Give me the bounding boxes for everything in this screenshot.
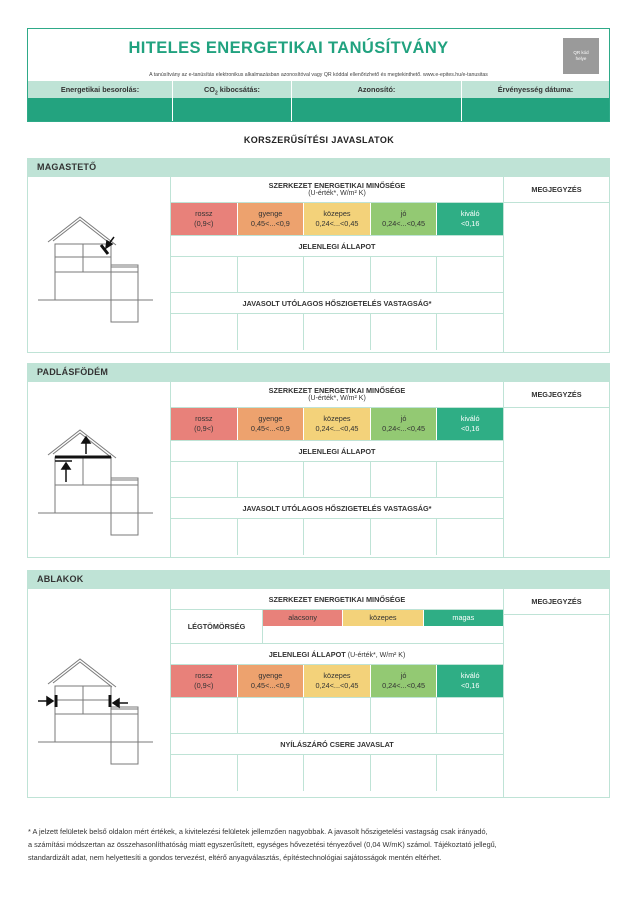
cell: [304, 314, 371, 350]
windows-current-heading: JELENLEGI ÁLLAPOT (U-érték*, W/m² K): [171, 644, 503, 665]
scale-kozepes: közepes 0,24<...<0,45: [304, 665, 371, 697]
label-identifier: Azonosító:: [292, 81, 462, 98]
section-attic: [27, 363, 610, 558]
cell: [238, 755, 305, 791]
house-window-arrow-icon: [28, 589, 170, 797]
cell: [171, 519, 238, 555]
windows-notes-heading: MEGJEGYZÉS: [504, 589, 609, 615]
attic-notes-heading: MEGJEGYZÉS: [504, 382, 609, 408]
cell: [238, 519, 305, 555]
footnote-line-3: standardizált adat, nem helyettesíti a gondos tervezést, eltérő anyagválasztás, építéstechnológiai sajátosságok mentén eltérhet.: [28, 853, 442, 862]
cell: [238, 257, 305, 292]
scale-rossz: rossz (0,9<): [171, 203, 238, 235]
house-roof-arrow-icon: [28, 177, 170, 352]
certificate-header: [27, 28, 610, 122]
airtightness-label: LÉGTÖMÖRSÉG: [171, 610, 263, 643]
cell: [304, 462, 371, 497]
scale-gyenge: gyenge 0,45<...<0,9: [238, 408, 305, 440]
cell: [437, 519, 503, 555]
cell: [371, 519, 438, 555]
roof-u-scale: [171, 203, 503, 236]
qr-text-2: helye: [575, 56, 587, 61]
cell: [371, 462, 438, 497]
cell: [371, 698, 438, 733]
scale-jo: jó 0,24<...<0,45: [371, 665, 438, 697]
windows-u-scale: [171, 665, 503, 698]
airtight-alacsony: alacsony: [263, 610, 343, 626]
scale-gyenge: gyenge 0,45<...<0,9: [238, 203, 305, 235]
value-co2: [173, 98, 292, 121]
scale-kozepes: közepes 0,24<...<0,45: [304, 408, 371, 440]
windows-quality-panel: [170, 589, 504, 797]
cell: [171, 462, 238, 497]
cell: [171, 698, 238, 733]
label-energy-rating: Energetikai besorolás:: [28, 81, 173, 98]
house-attic-arrow-icon: [28, 382, 170, 557]
scale-rossz: rossz (0,9<): [171, 665, 238, 697]
cell: [437, 314, 503, 350]
cell: [171, 314, 238, 350]
attic-u-scale: [171, 408, 503, 441]
cell: [437, 755, 503, 791]
roof-current-heading: JELENLEGI ÁLLAPOT: [171, 236, 503, 257]
windows-quality-heading: SZERKEZET ENERGETIKAI MINŐSÉGE: [171, 589, 503, 610]
cell: [238, 462, 305, 497]
airtightness-scale: [263, 610, 503, 626]
qr-text-1: QR kód: [573, 50, 589, 55]
footnote-line-1: * A jelzett felületek belső oldalon mért értékek, a kivitelezési felületek jellemzően nagyobbak. A javasolt hőszigetelési vastagság csak irányadó,: [28, 827, 488, 836]
scale-kivalo: kiváló <0,16: [437, 408, 503, 440]
qr-code-placeholder: [563, 38, 599, 74]
cell: [171, 755, 238, 791]
header-values-row: [28, 98, 609, 121]
windows-notes: [504, 589, 609, 797]
windows-current-cells: [171, 698, 503, 734]
cell: [304, 755, 371, 791]
cell: [437, 257, 503, 292]
value-validity: [462, 98, 609, 121]
section-attic-title: PADLÁSFÖDÉM: [28, 363, 609, 382]
attic-quality-panel: [170, 382, 504, 557]
scale-rossz: rossz (0,9<): [171, 408, 238, 440]
attic-proposed-cells: [171, 519, 503, 555]
roof-current-cells: [171, 257, 503, 293]
section-windows: [27, 570, 610, 798]
scale-kozepes: közepes 0,24<...<0,45: [304, 203, 371, 235]
section-windows-title: ABLAKOK: [28, 570, 609, 589]
roof-proposed-heading: JAVASOLT UTÓLAGOS HŐSZIGETELÉS VASTAGSÁG*: [171, 293, 503, 314]
label-validity: Érvényesség dátuma:: [497, 85, 574, 94]
attic-current-heading: JELENLEGI ÁLLAPOT: [171, 441, 503, 462]
value-energy-rating: [28, 98, 173, 121]
certificate-subtitle: A tanúsítvány az e-tanúsítás elektronikus alkalmazásban azonosítóval vagy QR kóddal ellenőrizhető és megtekinthető. www.e-epites.hu/e-tanusitas: [149, 72, 488, 78]
cell: [437, 462, 503, 497]
scale-gyenge: gyenge 0,45<...<0,9: [238, 665, 305, 697]
airtightness-row: [171, 610, 503, 644]
label-co2: $CO_2$ kibocsátás:: [173, 81, 292, 98]
scale-jo: jó 0,24<...<0,45: [371, 408, 438, 440]
airtight-kozepes: közepes: [343, 610, 423, 626]
attic-proposed-heading: JAVASOLT UTÓLAGOS HŐSZIGETELÉS VASTAGSÁG*: [171, 498, 503, 519]
cell: [304, 519, 371, 555]
cell: [371, 314, 438, 350]
cell: [304, 257, 371, 292]
footnote: [28, 825, 618, 864]
section-roof: [27, 158, 610, 353]
roof-quality-panel: [170, 177, 504, 352]
cell: [304, 698, 371, 733]
attic-notes: [504, 382, 609, 557]
cell: [171, 257, 238, 292]
roof-quality-heading: SZERKEZET ENERGETIKAI MINŐSÉGE (U-érték*, W/m² K): [171, 177, 503, 203]
roof-proposed-cells: [171, 314, 503, 350]
attic-quality-heading: SZERKEZET ENERGETIKAI MINŐSÉGE (U-érték*, W/m² K): [171, 382, 503, 408]
section-roof-title: MAGASTETŐ: [28, 158, 609, 177]
scale-jo: jó 0,24<...<0,45: [371, 203, 438, 235]
footnote-line-2: a számítási módszertan az összehasonlíthatóság miatt egyszerűsített, egységes hővezetési tényezővel (0,04 W/mK) számol. Tájékoztató jellegű,: [28, 840, 497, 849]
window-replace-cells: [171, 755, 503, 791]
cell: [371, 755, 438, 791]
window-replace-heading: NYÍLÁSZÁRÓ CSERE JAVASLAT: [171, 734, 503, 755]
airtight-magas: magas: [424, 610, 503, 626]
attic-current-cells: [171, 462, 503, 498]
roof-notes-heading: MEGJEGYZÉS: [504, 177, 609, 203]
scale-kivalo: kiváló <0,16: [437, 203, 503, 235]
certificate-title: HITELES ENERGETIKAI TANÚSÍTVÁNY: [128, 39, 449, 57]
cell: [238, 698, 305, 733]
cell: [238, 314, 305, 350]
roof-notes: [504, 177, 609, 352]
main-title: KORSZERŰSÍTÉSI JAVASLATOK: [243, 135, 395, 145]
scale-kivalo: kiváló <0,16: [437, 665, 503, 697]
cell: [437, 698, 503, 733]
header-labels-row: [28, 81, 609, 98]
cell: [371, 257, 438, 292]
value-identifier: [292, 98, 462, 121]
